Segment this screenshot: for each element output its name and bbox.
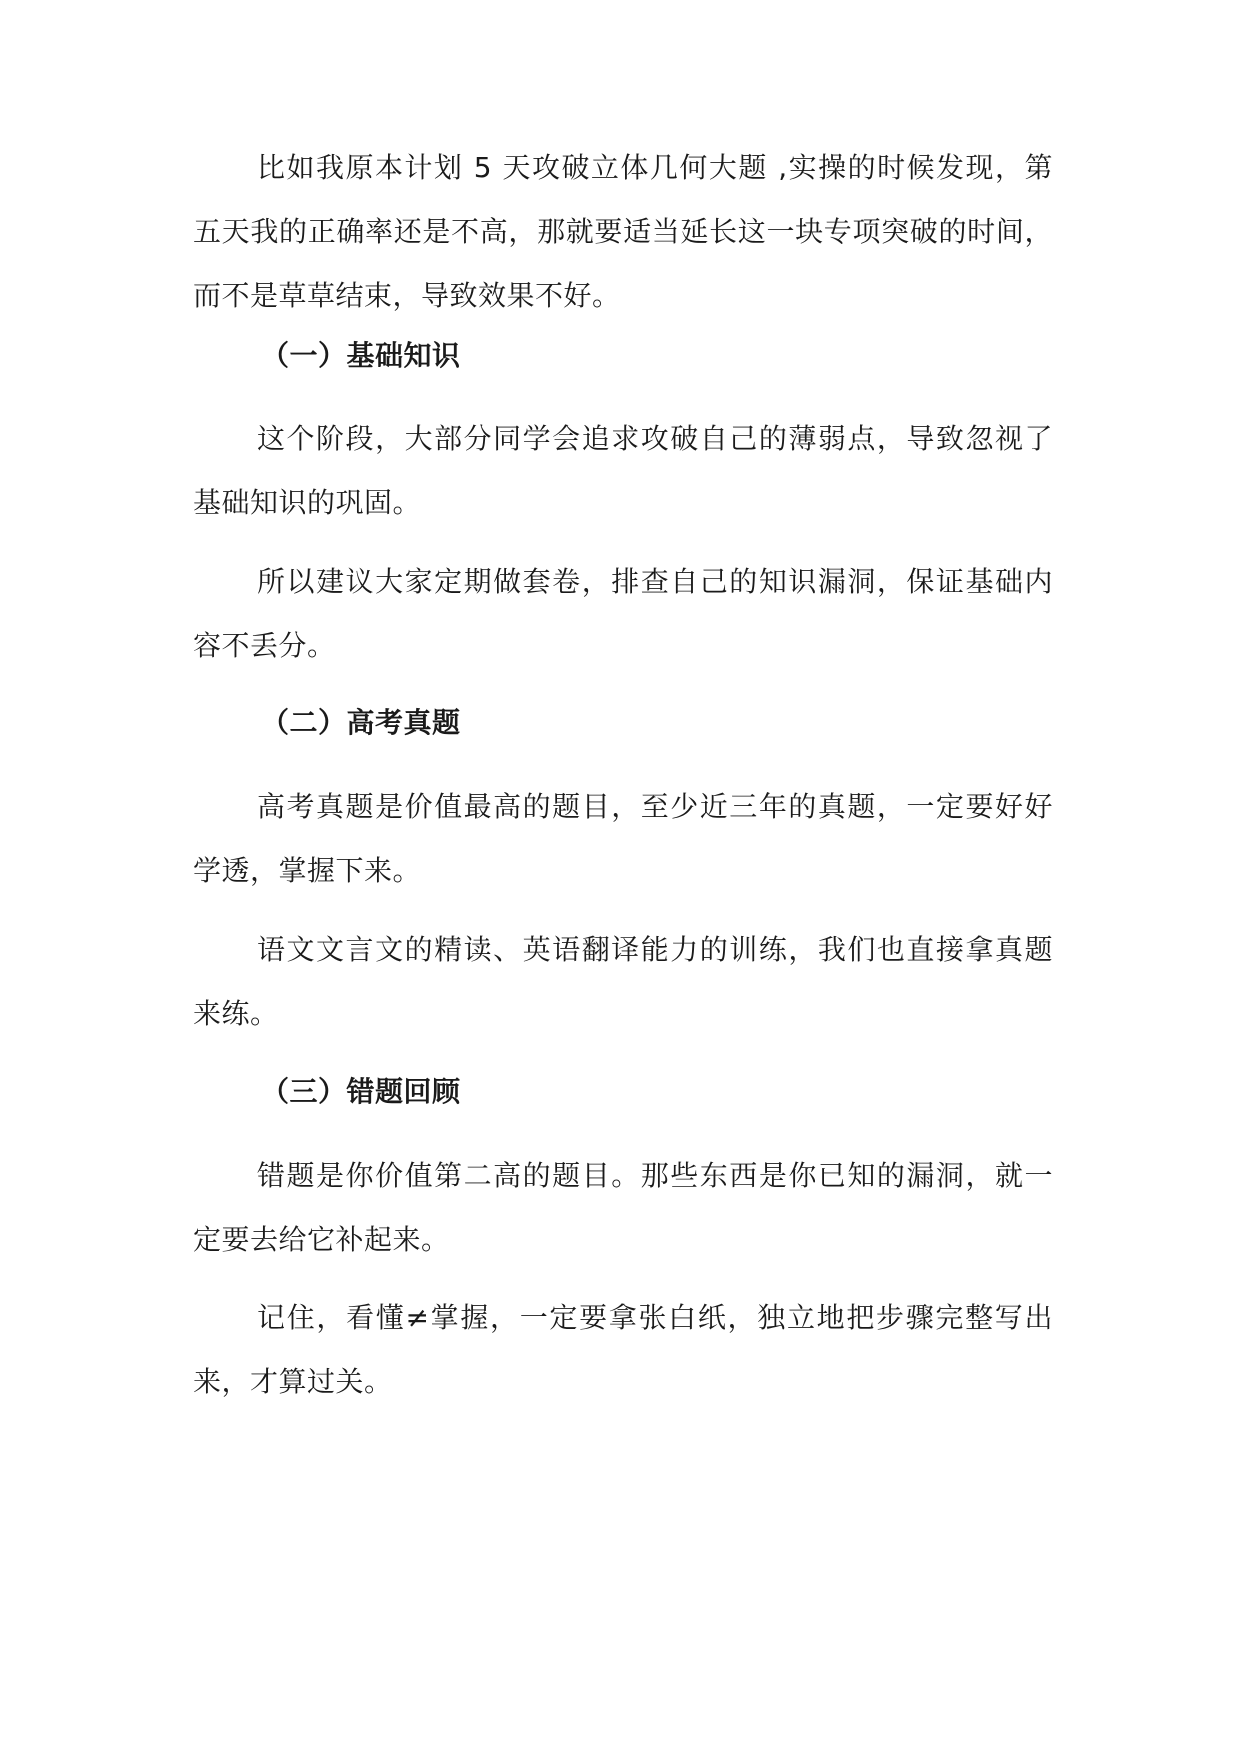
section-heading-basic-knowledge: （一）基础知识 bbox=[261, 339, 461, 372]
paragraph-past-exams-2: 语文文言文的精读、英语翻译能力的训练，我们也直接拿真题来练。 bbox=[193, 933, 1053, 1030]
paragraph-mistake-review-2: 记住，看懂≠掌握，一定要拿张白纸，独立地把步骤完整写出来，才算过关。 bbox=[193, 1301, 1053, 1398]
section-heading-mistake-review: （三）错题回顾 bbox=[261, 1075, 461, 1108]
paragraph-basic-knowledge-2: 所以建议大家定期做套卷，排查自己的知识漏洞，保证基础内容不丢分。 bbox=[193, 565, 1053, 662]
paragraph-past-exams-1: 高考真题是价值最高的题目，至少近三年的真题，一定要好好学透，掌握下来。 bbox=[193, 790, 1053, 887]
paragraph-plan-extension: 比如我原本计划 5 天攻破立体几何大题 ,实操的时候发现，第五天我的正确率还是不高，那就要适当延长这一块专项突破的时间，而不是草草结束，导致效果不好。 bbox=[193, 151, 1053, 312]
section-heading-past-exams: （二）高考真题 bbox=[261, 706, 461, 739]
paragraph-mistake-review-1: 错题是你价值第二高的题目。那些东西是你已知的漏洞，就一定要去给它补起来。 bbox=[193, 1159, 1053, 1256]
paragraph-basic-knowledge-1: 这个阶段，大部分同学会追求攻破自己的薄弱点，导致忽视了基础知识的巩固。 bbox=[193, 422, 1053, 519]
